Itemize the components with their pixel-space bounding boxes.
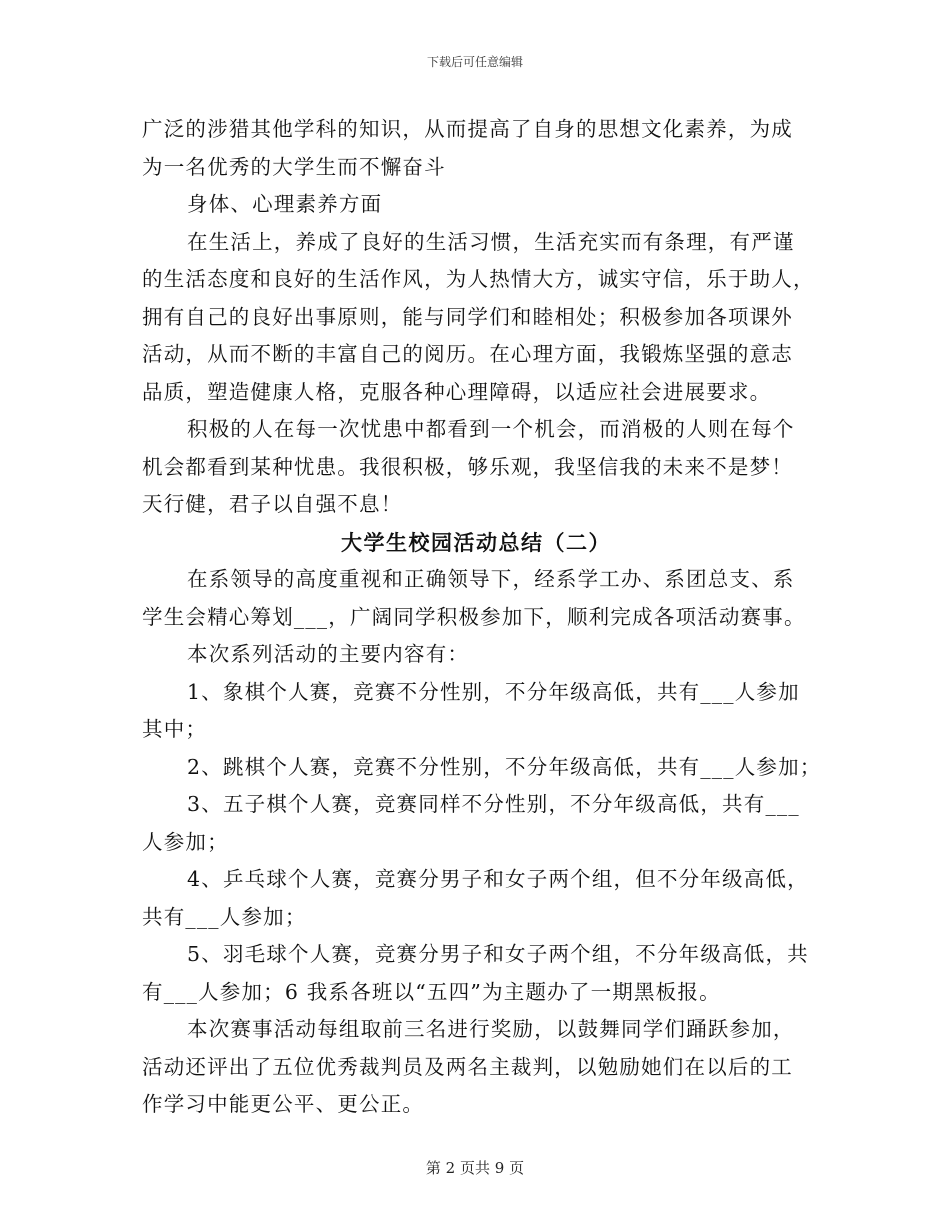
- text-line: 本次赛事活动每组取前三名进行奖励，以鼓舞同学们踊跃参加，: [187, 1017, 795, 1041]
- text-line: 拥有自己的良好出事原则，能与同学们和睦相处；积极参加各项课外: [142, 304, 793, 329]
- list-item: 4、乒乓球个人赛，竞赛分男子和女子两个组，但不分年级高低，: [187, 867, 809, 891]
- text-line: 积极的人在每一次忧患中都看到一个机会，而消极的人则在每个: [187, 417, 795, 441]
- list-item-continuation: 共有___人参加；: [142, 904, 307, 929]
- document-body: [142, 111, 822, 1124]
- text-line: 在生活上，养成了良好的生活习惯，生活充实而有条理，有严谨: [187, 229, 795, 254]
- text-line: 学生会精心筹划___，广阔同学积极参加下，顺利完成各项活动赛事。: [142, 604, 806, 629]
- text-line: 本次系列活动的主要内容有：: [187, 642, 470, 666]
- section-title: 大学生校园活动总结（二）: [341, 529, 611, 555]
- text-line: 作学习中能更公平、更公正。: [142, 1092, 425, 1116]
- text-line: 活动还评出了五位优秀裁判员及两名主裁判，以勉励她们在以后的工: [142, 1054, 793, 1079]
- text-line: 广泛的涉猎其他学科的知识，从而提高了自身的思想文化素养，为成: [142, 117, 793, 141]
- page-number: 第 2 页共 9 页: [425, 1159, 525, 1177]
- text-line: 机会都看到某种忧患。我很积极，够乐观，我坚信我的未来不是梦！: [142, 454, 793, 479]
- text-line: 天行健，君子以自强不息！: [142, 492, 403, 516]
- text-line: 品质，塑造健康人格，克服各种心理障碍，以适应社会进展要求。: [142, 379, 772, 404]
- list-item-continuation: 有___人参加；6 我系各班以“五四”为主题办了一期黑板报。: [142, 979, 721, 1004]
- list-item: 2、跳棋个人赛，竞赛不分性别，不分年级高低，共有___人参加；: [187, 754, 822, 779]
- text-line: 在系领导的高度重视和正确领导下，经系学工办、系团总支、系: [187, 567, 795, 591]
- text-line: 为一名优秀的大学生而不懈奋斗: [142, 154, 446, 179]
- list-item: 3、五子棋个人赛，竞赛同样不分性别，不分年级高低，共有___: [187, 792, 800, 816]
- page-header: 下载后可任意编辑: [426, 55, 523, 69]
- text-line: 的生活态度和良好的生活作风，为人热情大方，诚实守信，乐于助人，: [142, 267, 815, 291]
- list-item: 5、羽毛球个人赛，竞赛分男子和女子两个组，不分年级高低，共: [187, 942, 809, 966]
- section-subheading: 身体、心理素养方面: [187, 192, 383, 216]
- text-line: 活动，从而不断的丰富自己的阅历。在心理方面，我锻炼坚强的意志: [142, 342, 793, 366]
- list-item-continuation: 人参加；: [142, 829, 229, 854]
- list-item: 1、象棋个人赛，竞赛不分性别，不分年级高低，共有___人参加: [187, 679, 800, 704]
- list-item-continuation: 其中；: [142, 717, 208, 741]
